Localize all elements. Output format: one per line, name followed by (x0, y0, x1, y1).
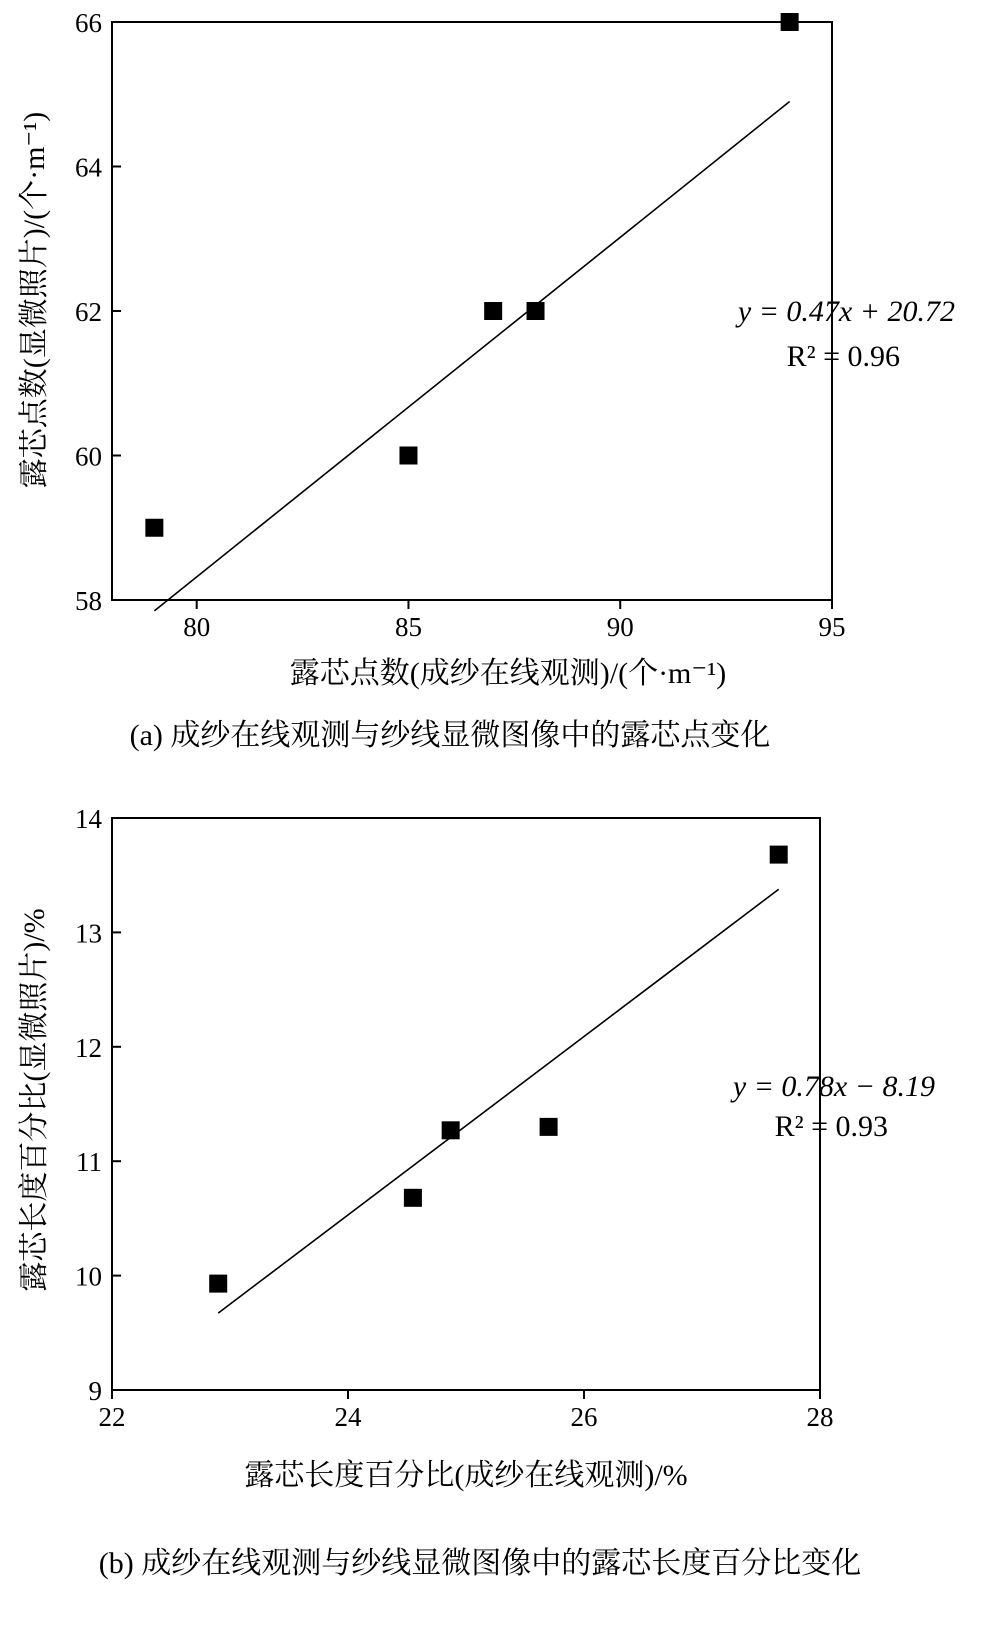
chart-a-data-point (484, 302, 502, 320)
chart-b-fit-line (218, 889, 779, 1313)
chart-a-y-tick-label: 60 (75, 441, 102, 472)
chart-a-y-tick-label: 58 (75, 586, 102, 616)
chart-a-data-point (145, 519, 163, 537)
chart-b-y-tick-label: 11 (76, 1147, 102, 1178)
chart-a-x-tick-label: 95 (818, 612, 846, 642)
chart-b-y-tick-label: 9 (88, 1376, 102, 1406)
chart-b-y-tick-label: 14 (75, 804, 102, 834)
chart-b-data-point (442, 1121, 460, 1139)
chart-a-y-ticks (75, 8, 121, 616)
chart-b-points (209, 846, 788, 1293)
chart-a-y-tick-label: 66 (75, 8, 102, 38)
chart-a-y-tick-label: 64 (75, 152, 102, 183)
chart-b-x-tick-label: 24 (334, 1402, 362, 1432)
chart-b-r2: R² = 0.93 (774, 1110, 888, 1143)
chart-a-data-point (781, 13, 799, 31)
chart-b-plot-frame (112, 818, 820, 1390)
chart-b-data-point (770, 846, 788, 864)
chart-b-x-axis-title: 露芯长度百分比(成纱在线观测)/% (244, 1459, 688, 1492)
chart-b-y-axis-title: 露芯长度百分比(显微照片)/% (18, 908, 51, 1292)
chart-b-y-tick-label: 13 (75, 918, 102, 949)
chart-b-y-tick-label: 12 (75, 1032, 102, 1063)
chart-b-x-tick-label: 22 (98, 1402, 126, 1432)
chart-a-x-tick-label: 80 (183, 612, 211, 642)
chart-a-equation: y = 0.47x + 20.72 (737, 295, 955, 328)
chart-b-data-point (209, 1275, 227, 1293)
chart-a-plot-frame (112, 22, 832, 600)
chart-b-data-point (404, 1189, 422, 1207)
chart-a-points (145, 13, 798, 537)
chart-a-x-axis-title: 露芯点数(成纱在线观测)/(个·m⁻¹) (289, 657, 727, 690)
chart-a-data-point (399, 447, 417, 465)
chart-a-x-tick-label: 85 (394, 612, 422, 642)
chart-a-x-ticks (183, 600, 845, 642)
chart-b-data-point (540, 1118, 558, 1136)
chart-b-caption: (b) 成纱在线观测与纱线显微图像中的露芯长度百分比变化 (98, 1547, 862, 1580)
chart-a-caption: (a) 成纱在线观测与纱线显微图像中的露芯点变化 (129, 719, 771, 752)
chart-a (18, 8, 955, 752)
chart-b-x-tick-label: 28 (806, 1402, 834, 1432)
chart-a-y-axis-title: 露芯点数(显微照片)/(个·m⁻¹) (18, 111, 51, 489)
chart-b-x-ticks (99, 1390, 834, 1432)
chart-b (18, 804, 935, 1580)
chart-b-x-tick-label: 26 (570, 1402, 598, 1432)
chart-a-y-tick-label: 62 (75, 297, 102, 327)
chart-a-x-tick-label: 90 (606, 612, 634, 642)
chart-b-equation: y = 0.78x − 8.19 (732, 1070, 935, 1103)
chart-a-data-point (527, 302, 545, 320)
chart-a-r2: R² = 0.96 (786, 340, 900, 373)
chart-a-fit-line (154, 101, 789, 610)
chart-b-y-tick-label: 10 (75, 1261, 102, 1292)
chart-b-y-ticks (75, 804, 121, 1406)
